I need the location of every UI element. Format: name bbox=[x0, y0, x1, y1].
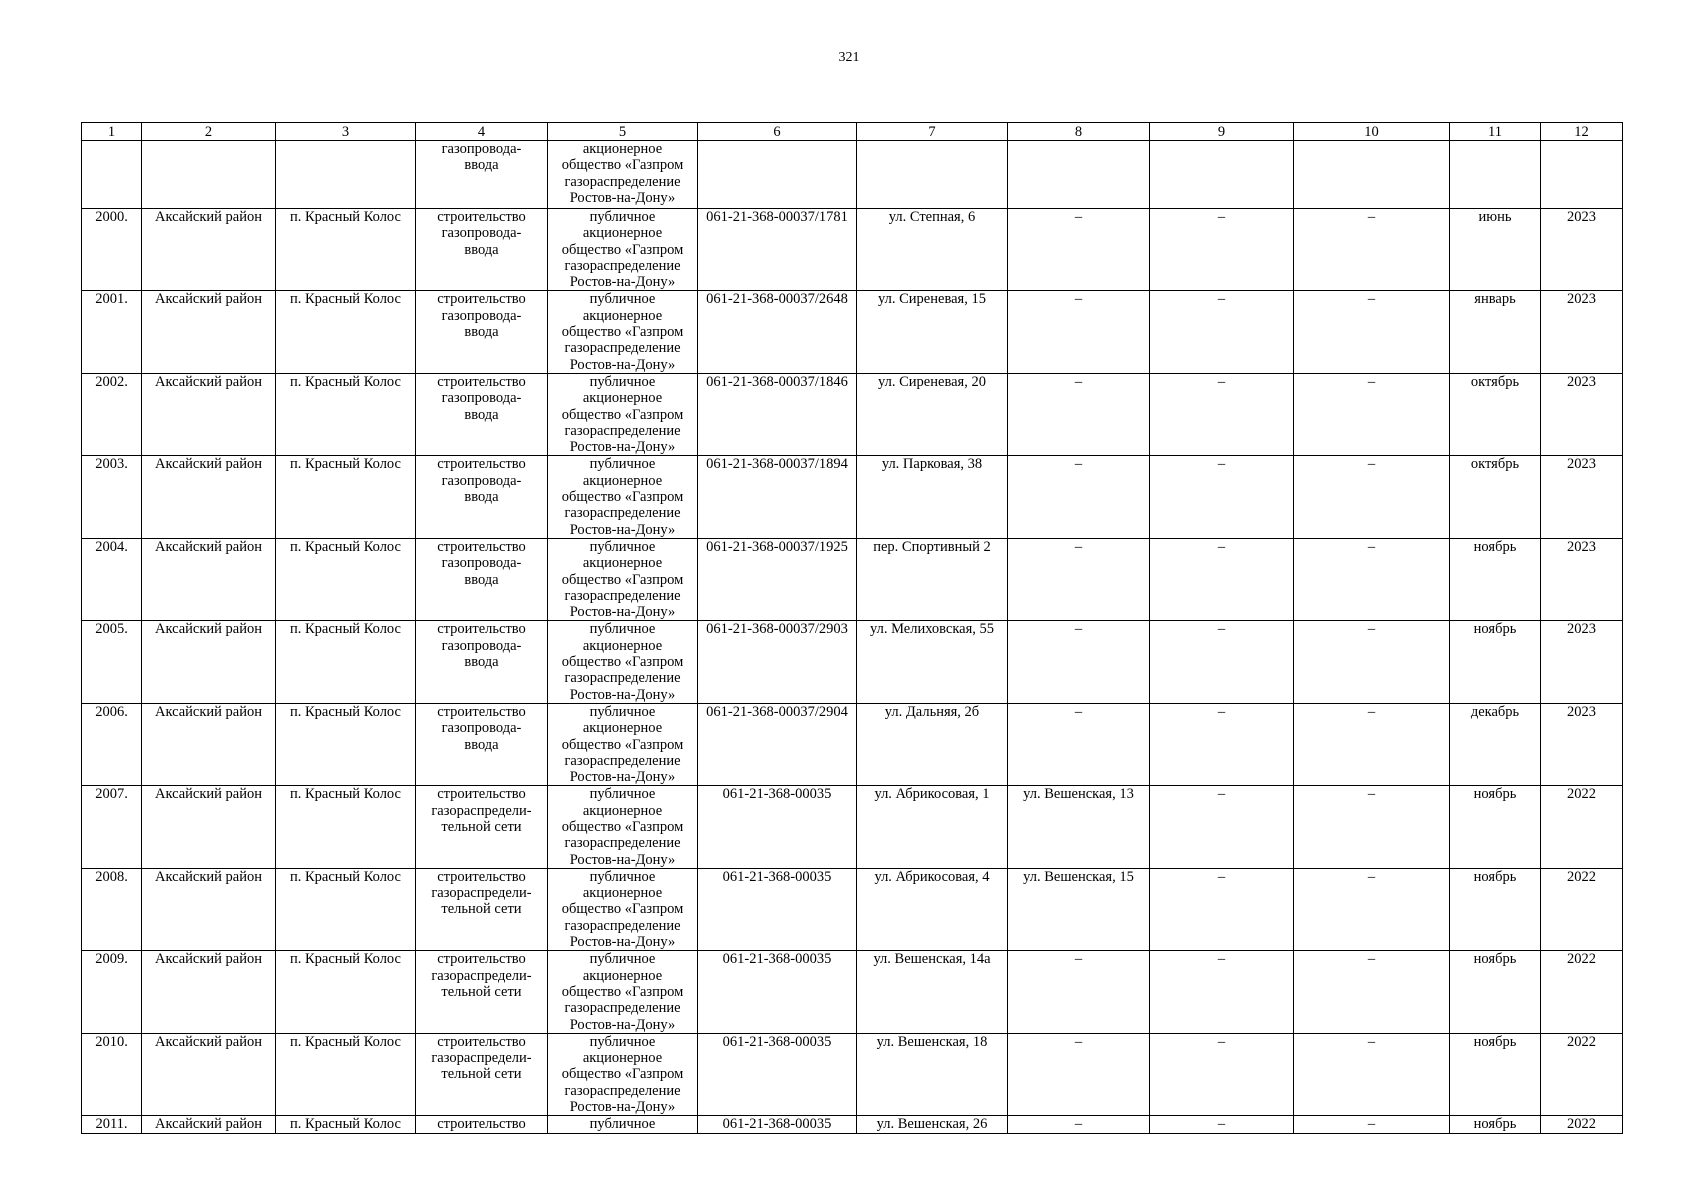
address-2-cell: – bbox=[1008, 373, 1150, 455]
row-number-cell: 2004. bbox=[82, 538, 142, 620]
column-9-cell: – bbox=[1150, 209, 1294, 291]
work-type-cell: строительство газопровода- ввода bbox=[416, 538, 548, 620]
column-9-cell: – bbox=[1150, 786, 1294, 868]
district-cell: Аксайский район bbox=[142, 703, 276, 785]
table-row bbox=[82, 291, 1623, 373]
work-type-cell: строительство газораспредели- тельной сети bbox=[416, 1033, 548, 1115]
table-row bbox=[82, 456, 1623, 538]
district-cell: Аксайский район bbox=[142, 291, 276, 373]
address-2-cell: – bbox=[1008, 951, 1150, 1033]
column-header-7: 7 bbox=[857, 123, 1008, 141]
column-10-cell: – bbox=[1294, 1116, 1450, 1133]
column-9-cell: – bbox=[1150, 868, 1294, 950]
column-10-cell: – bbox=[1294, 373, 1450, 455]
table-row bbox=[82, 786, 1623, 868]
work-type-cell: строительство газораспредели- тельной сети bbox=[416, 868, 548, 950]
address-2-cell: – bbox=[1008, 209, 1150, 291]
column-header-6: 6 bbox=[698, 123, 857, 141]
address-2-cell: ул. Вешенская, 13 bbox=[1008, 786, 1150, 868]
month-cell: октябрь bbox=[1450, 373, 1541, 455]
month-cell: ноябрь bbox=[1450, 868, 1541, 950]
column-9-cell: – bbox=[1150, 703, 1294, 785]
column-10-cell: – bbox=[1294, 291, 1450, 373]
month-cell: ноябрь bbox=[1450, 1033, 1541, 1115]
row-number-cell: 2009. bbox=[82, 951, 142, 1033]
table-row bbox=[82, 703, 1623, 785]
column-number-row bbox=[82, 123, 1623, 141]
table-row bbox=[82, 1116, 1623, 1133]
month-cell: ноябрь bbox=[1450, 786, 1541, 868]
district-cell: Аксайский район bbox=[142, 951, 276, 1033]
month-cell: ноябрь bbox=[1450, 538, 1541, 620]
address-cell: ул. Абрикосовая, 4 bbox=[857, 868, 1008, 950]
company-cell: публичное акционерное общество «Газпром газораспределение Ростов-на-Дону» bbox=[548, 456, 698, 538]
address-2-cell: – bbox=[1008, 621, 1150, 703]
address-2-cell: – bbox=[1008, 703, 1150, 785]
address-cell: ул. Сиреневая, 20 bbox=[857, 373, 1008, 455]
company-cell: публичное акционерное общество «Газпром газораспределение Ростов-на-Дону» bbox=[548, 209, 698, 291]
object-code-cell: 061-21-368-00037/1781 bbox=[698, 209, 857, 291]
district-cell: Аксайский район bbox=[142, 621, 276, 703]
company-cell: публичное акционерное общество «Газпром газораспределение Ростов-на-Дону» bbox=[548, 703, 698, 785]
district-cell: Аксайский район bbox=[142, 456, 276, 538]
company-cell: публичное акционерное общество «Газпром газораспределение Ростов-на-Дону» bbox=[548, 291, 698, 373]
address-2-cell: – bbox=[1008, 538, 1150, 620]
column-10-cell: – bbox=[1294, 456, 1450, 538]
year-cell: 2023 bbox=[1541, 373, 1623, 455]
column-10-cell: – bbox=[1294, 538, 1450, 620]
table-row bbox=[82, 951, 1623, 1033]
object-code-cell: 061-21-368-00035 bbox=[698, 1116, 857, 1133]
row-number-cell: 2011. bbox=[82, 1116, 142, 1133]
column-header-1: 1 bbox=[82, 123, 142, 141]
company-cell: публичное bbox=[548, 1116, 698, 1133]
settlement-cell: п. Красный Колос bbox=[276, 1033, 416, 1115]
continuation-row bbox=[82, 141, 1623, 209]
column-10-cell: – bbox=[1294, 786, 1450, 868]
address-cell: ул. Парковая, 38 bbox=[857, 456, 1008, 538]
district-cell: Аксайский район bbox=[142, 1033, 276, 1115]
work-type-cell: строительство газопровода- ввода bbox=[416, 621, 548, 703]
month-cell: октябрь bbox=[1450, 456, 1541, 538]
company-cell: публичное акционерное общество «Газпром газораспределение Ростов-на-Дону» bbox=[548, 621, 698, 703]
company-cell: публичное акционерное общество «Газпром газораспределение Ростов-на-Дону» bbox=[548, 786, 698, 868]
work-type-cell: строительство газопровода- ввода bbox=[416, 209, 548, 291]
column-9-cell: – bbox=[1150, 538, 1294, 620]
column-10-cell: – bbox=[1294, 1033, 1450, 1115]
company-cell: акционерное общество «Газпром газораспределение Ростов-на-Дону» bbox=[548, 141, 698, 209]
month-cell: ноябрь bbox=[1450, 951, 1541, 1033]
month-cell: декабрь bbox=[1450, 703, 1541, 785]
work-type-cell: газопровода- ввода bbox=[416, 141, 548, 209]
address-2-cell: ул. Вешенская, 15 bbox=[1008, 868, 1150, 950]
table-row bbox=[82, 538, 1623, 620]
district-cell: Аксайский район bbox=[142, 1116, 276, 1133]
object-code-cell: 061-21-368-00037/2648 bbox=[698, 291, 857, 373]
month-cell: июнь bbox=[1450, 209, 1541, 291]
object-code-cell: 061-21-368-00035 bbox=[698, 951, 857, 1033]
column-10-cell: – bbox=[1294, 951, 1450, 1033]
row-number-cell: 2008. bbox=[82, 868, 142, 950]
year-cell: 2022 bbox=[1541, 951, 1623, 1033]
row-number-cell: 2003. bbox=[82, 456, 142, 538]
work-type-cell: строительство газораспредели- тельной сети bbox=[416, 786, 548, 868]
year-cell: 2023 bbox=[1541, 456, 1623, 538]
column-9-cell: – bbox=[1150, 951, 1294, 1033]
settlement-cell: п. Красный Колос bbox=[276, 1116, 416, 1133]
address-2-cell: – bbox=[1008, 1033, 1150, 1115]
work-type-cell: строительство газопровода- ввода bbox=[416, 373, 548, 455]
company-cell: публичное акционерное общество «Газпром газораспределение Ростов-на-Дону» bbox=[548, 951, 698, 1033]
column-header-11: 11 bbox=[1450, 123, 1541, 141]
object-code-cell: 061-21-368-00037/2904 bbox=[698, 703, 857, 785]
column-9-cell: – bbox=[1150, 291, 1294, 373]
year-cell: 2023 bbox=[1541, 621, 1623, 703]
company-cell: публичное акционерное общество «Газпром газораспределение Ростов-на-Дону» bbox=[548, 373, 698, 455]
address-cell: ул. Сиреневая, 15 bbox=[857, 291, 1008, 373]
address-2-cell: – bbox=[1008, 1116, 1150, 1133]
address-cell: пер. Спортивный 2 bbox=[857, 538, 1008, 620]
column-10-cell: – bbox=[1294, 209, 1450, 291]
registry-table bbox=[81, 122, 1623, 1134]
column-10-cell: – bbox=[1294, 868, 1450, 950]
address-cell: ул. Мелиховская, 55 bbox=[857, 621, 1008, 703]
work-type-cell: строительство газопровода- ввода bbox=[416, 291, 548, 373]
address-cell: ул. Абрикосовая, 1 bbox=[857, 786, 1008, 868]
column-header-4: 4 bbox=[416, 123, 548, 141]
address-cell: ул. Дальняя, 2б bbox=[857, 703, 1008, 785]
company-cell: публичное акционерное общество «Газпром газораспределение Ростов-на-Дону» bbox=[548, 1033, 698, 1115]
column-header-2: 2 bbox=[142, 123, 276, 141]
address-cell: ул. Вешенская, 26 bbox=[857, 1116, 1008, 1133]
object-code-cell: 061-21-368-00035 bbox=[698, 786, 857, 868]
table-row bbox=[82, 1033, 1623, 1115]
year-cell: 2022 bbox=[1541, 786, 1623, 868]
row-number-cell: 2010. bbox=[82, 1033, 142, 1115]
table-row bbox=[82, 621, 1623, 703]
district-cell: Аксайский район bbox=[142, 786, 276, 868]
year-cell: 2023 bbox=[1541, 703, 1623, 785]
address-2-cell: – bbox=[1008, 291, 1150, 373]
row-number-cell: 2000. bbox=[82, 209, 142, 291]
row-number-cell: 2007. bbox=[82, 786, 142, 868]
address-cell: ул. Степная, 6 bbox=[857, 209, 1008, 291]
year-cell: 2023 bbox=[1541, 538, 1623, 620]
column-header-10: 10 bbox=[1294, 123, 1450, 141]
month-cell: ноябрь bbox=[1450, 621, 1541, 703]
column-9-cell: – bbox=[1150, 456, 1294, 538]
month-cell: январь bbox=[1450, 291, 1541, 373]
address-cell: ул. Вешенская, 18 bbox=[857, 1033, 1008, 1115]
work-type-cell: строительство газопровода- ввода bbox=[416, 456, 548, 538]
work-type-cell: строительство газораспредели- тельной сети bbox=[416, 951, 548, 1033]
district-cell: Аксайский район bbox=[142, 868, 276, 950]
row-number-cell: 2006. bbox=[82, 703, 142, 785]
column-9-cell: – bbox=[1150, 621, 1294, 703]
column-10-cell: – bbox=[1294, 703, 1450, 785]
object-code-cell: 061-21-368-00037/1925 bbox=[698, 538, 857, 620]
page-number: 321 bbox=[838, 50, 860, 65]
column-9-cell: – bbox=[1150, 373, 1294, 455]
district-cell: Аксайский район bbox=[142, 373, 276, 455]
column-9-cell: – bbox=[1150, 1033, 1294, 1115]
object-code-cell: 061-21-368-00037/1846 bbox=[698, 373, 857, 455]
object-code-cell: 061-21-368-00037/1894 bbox=[698, 456, 857, 538]
address-cell: ул. Вешенская, 14а bbox=[857, 951, 1008, 1033]
year-cell: 2023 bbox=[1541, 291, 1623, 373]
object-code-cell: 061-21-368-00035 bbox=[698, 868, 857, 950]
district-cell: Аксайский район bbox=[142, 538, 276, 620]
year-cell: 2022 bbox=[1541, 868, 1623, 950]
settlement-cell: п. Красный Колос bbox=[276, 456, 416, 538]
row-number-cell: 2002. bbox=[82, 373, 142, 455]
year-cell: 2022 bbox=[1541, 1116, 1623, 1133]
settlement-cell: п. Красный Колос bbox=[276, 868, 416, 950]
settlement-cell: п. Красный Колос bbox=[276, 951, 416, 1033]
year-cell: 2022 bbox=[1541, 1033, 1623, 1115]
settlement-cell: п. Красный Колос bbox=[276, 703, 416, 785]
column-10-cell: – bbox=[1294, 621, 1450, 703]
address-2-cell: – bbox=[1008, 456, 1150, 538]
settlement-cell: п. Красный Колос bbox=[276, 538, 416, 620]
column-header-9: 9 bbox=[1150, 123, 1294, 141]
column-9-cell: – bbox=[1150, 1116, 1294, 1133]
company-cell: публичное акционерное общество «Газпром газораспределение Ростов-на-Дону» bbox=[548, 538, 698, 620]
settlement-cell: п. Красный Колос bbox=[276, 373, 416, 455]
year-cell: 2023 bbox=[1541, 209, 1623, 291]
work-type-cell: строительство газопровода- ввода bbox=[416, 703, 548, 785]
settlement-cell: п. Красный Колос bbox=[276, 786, 416, 868]
column-header-5: 5 bbox=[548, 123, 698, 141]
settlement-cell: п. Красный Колос bbox=[276, 291, 416, 373]
column-header-3: 3 bbox=[276, 123, 416, 141]
table-row bbox=[82, 373, 1623, 455]
company-cell: публичное акционерное общество «Газпром газораспределение Ростов-на-Дону» bbox=[548, 868, 698, 950]
district-cell: Аксайский район bbox=[142, 209, 276, 291]
object-code-cell: 061-21-368-00037/2903 bbox=[698, 621, 857, 703]
settlement-cell: п. Красный Колос bbox=[276, 209, 416, 291]
table-row bbox=[82, 209, 1623, 291]
object-code-cell: 061-21-368-00035 bbox=[698, 1033, 857, 1115]
work-type-cell: строительство bbox=[416, 1116, 548, 1133]
settlement-cell: п. Красный Колос bbox=[276, 621, 416, 703]
table-row bbox=[82, 868, 1623, 950]
row-number-cell: 2005. bbox=[82, 621, 142, 703]
column-header-8: 8 bbox=[1008, 123, 1150, 141]
month-cell: ноябрь bbox=[1450, 1116, 1541, 1133]
row-number-cell: 2001. bbox=[82, 291, 142, 373]
column-header-12: 12 bbox=[1541, 123, 1623, 141]
